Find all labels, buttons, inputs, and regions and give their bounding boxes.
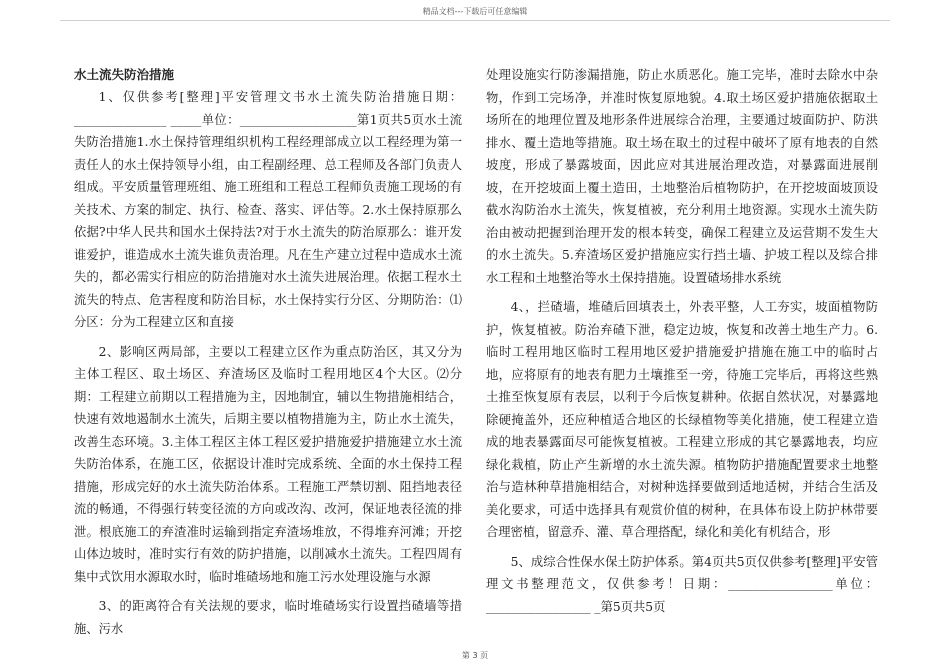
- right-column: [486, 64, 878, 625]
- paragraph: 处理设施实行防渗漏措施，防止水质恶化。施工完毕，准时去除水中杂物，作到工完场净，并准时恢复原地貌。4.取土场区爱护措施依据取土场所在的地理位置及地形条件进展综合治理，主要通过坡面防护、防洪排水、覆土造地等措施。取土场在取土的过程中破坏了原有地表的自然坡度，形成了暴露坡面，因此应对其进展治理改造，对暴露面进展削坡，在开挖坡面上覆土造田，土地整治后植物防护，在开挖坡面坡顶设截水沟防治水土流失，恢复植被，充分利用土地资源。实现水土流失防治由被动把握到治理开发的根本转变，确保工程建立及运营期不发生大的水土流失。5.弃渣场区爱护措施应实行挡土墙、护坡工程以及综合排水工程和土地整治等水土保持措施。设置碴场排水系统: [486, 68, 878, 285]
- paragraph: 4、，拦碴墙，堆碴后回填表土，外表平整，人工夯实，坡面植物防护，恢复植被。防治弃碴下泄，稳定边坡，恢复和改善土地生产力。6.临时工程用地区临时工程用地区爱护措施爱护措施在施工中的临时占地，应将原有的地表有肥力土壤推至一旁，待施工完毕后，再将这些熟土推至恢复原有表层，以利于今后恢复耕种。依据自然状况，对暴露地除硬掩盖外，还应种植适合地区的长绿植物等美化措施，使工程建立造成的地表暴露面尽可能恢复植被。工程建立形成的其它暴露地表，均应绿化栽植，防止产生新增的水土流失源。植物防护措施配置要求土地整治与造林种草措施相结合，对树种选择要做到适地适树，并结合生活及美化要求，可适中选择具有观赏价值的树种，在具体布设上防护林带要合理密植，留意乔、灌、草合理搭配，绿化和美化有机结合，形: [486, 300, 878, 539]
- paragraph: 2、影响区两局部，主要以工程建立区作为重点防治区，其又分为主体工程区、取土场区、弃渣场区及临时工程用地区4个大区。⑵分期：工程建立前期以工程措施为主，因地制宜，辅以生物措施相结合，快速有效地遏制水土流失，后期主要以植物措施为主，防止水土流失，改善生态环境。3.主体工程区主体工程区爱护措施爱护措施建立水土流失防治体系，在施工区，依据设计准时完成系统、全面的水土保持工程措施，形成完好的水土流失防治体系。工程施工严禁切割、阻挡地表径流的畅通，不得强行转变径流的方向或改沟、改河，保证地表径流的排泄。根底施工的弃渣准时运输到指定弃渣场堆放，不得堆弃河滩；开挖山体边坡时，准时实行有效的防护措施，以削减水土流失。工程四周有集中式饮用水源取水时，临时堆碴场地和施工污水处理设施与水源: [74, 344, 462, 584]
- page-header: 精品文档---下载后可任意编辑: [422, 7, 528, 16]
- document-title: 水土流失防治措施: [74, 67, 175, 82]
- header-divider: [60, 20, 890, 21]
- paragraph: 1、仅供参考[整理]平安管理文书水土流失防治措施日期：_______________ _____单位：___________________第1页共5页水土流失防治措施1.水土保持管理组织机构工程经理部成立以工程经理为第一责任人的水土保持领导小组，由工程副经理、总工程师及各部门负责人组成。平安质量管理班组、施工班组和工程总工程师负责施工现场的有关技术、方案的制定、执行、检查、落实、评估等。2.水土保持原那么依据?中华人民共和国水土保持法?对于水土流失的防治原那么：谁开发谁爱护，谁造成水土流失谁负责治理。凡在生产建立过程中造成水土流失的，都必需实行相应的防治措施对水土流失进展治理。依据工程水土流失的特点、危害程度和防治目标，水土保持实行分区、分期防治：⑴分区：分为工程建立区和直接: [74, 90, 462, 329]
- paragraph: 5、成综合性保水保土防护体系。第4页共5页仅供参考[整理]平安管理文书整理范文，仅供参考！日期：_________________单位：_________________ _第5页共5页: [486, 554, 878, 614]
- left-column: [74, 64, 462, 647]
- paragraph: 3、的距离符合有关法规的要求，临时堆碴场实行设置挡碴墙等措施、污水: [74, 599, 462, 636]
- page-number: 第 3 页: [461, 651, 489, 660]
